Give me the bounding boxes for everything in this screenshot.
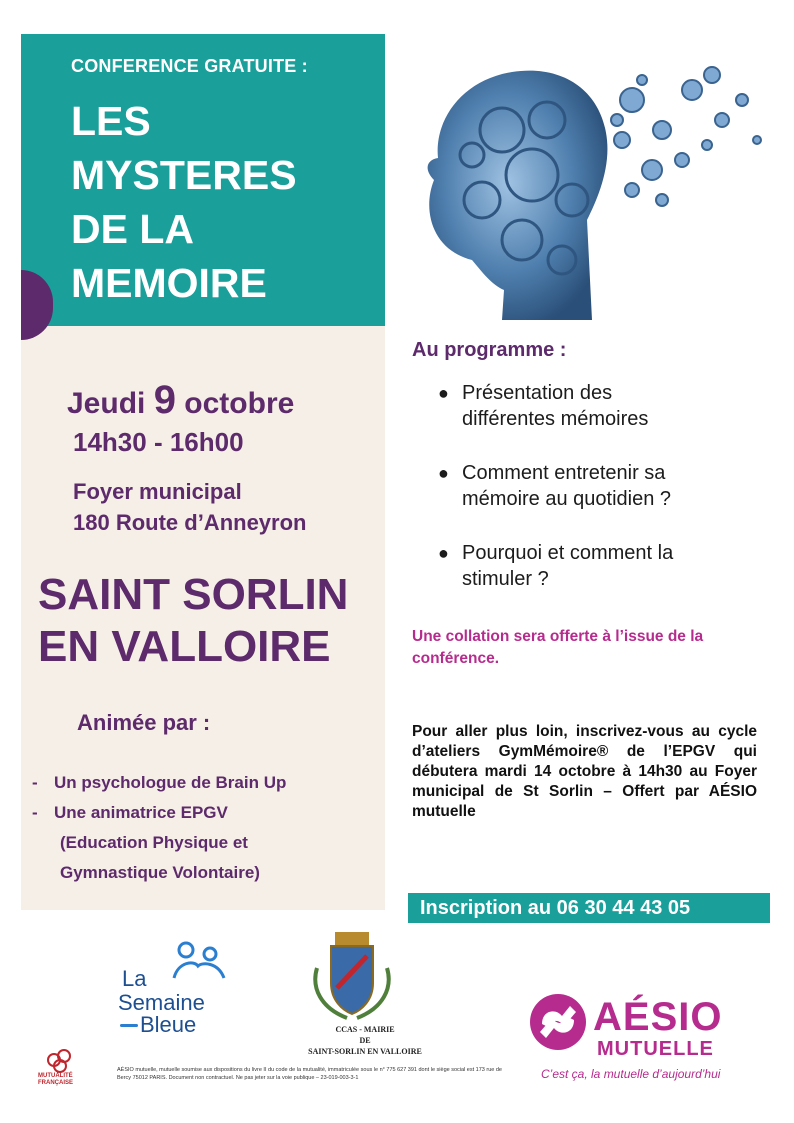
ccas-line: CCAS - MAIRIE: [335, 1025, 395, 1034]
animators-list: [32, 768, 286, 888]
aesio-tagline: C’est ça, la mutuelle d’aujourd’hui: [541, 1067, 721, 1081]
bleue-word: Bleue: [140, 1012, 197, 1037]
aesio-name: AÉSIO: [593, 995, 723, 1039]
date-day: Jeudi: [67, 387, 146, 420]
list-item: [438, 540, 768, 592]
programme-title: Au programme :: [412, 339, 567, 361]
conference-kicker: CONFERENCE GRATUITE :: [71, 56, 308, 76]
programme-list: [438, 380, 768, 620]
mutualite-line: MUTUALITÉ: [38, 1073, 73, 1079]
collation-note: Une collation sera offerte à l’issue de la conférence.: [412, 628, 704, 667]
bullet-icon: ●: [438, 463, 449, 483]
animators-title: Animée par :: [77, 710, 211, 735]
conference-title: [71, 94, 297, 310]
ccas-caption: [300, 1024, 430, 1057]
list-item: [438, 460, 768, 512]
aesio-subtitle: MUTUELLE: [597, 1038, 714, 1060]
mutualite-text: [38, 1073, 98, 1087]
animator-detail: (Education Physique et: [60, 833, 248, 852]
ccas-line: SAINT-SORLIN EN VALLOIRE: [308, 1047, 422, 1056]
animator-label: Un psychologue de Brain Up: [54, 773, 287, 792]
gear-head-illustration: [412, 60, 772, 320]
event-place-line1: Foyer municipal: [73, 479, 242, 504]
list-item: [438, 380, 768, 432]
mutualite-line: FRANÇAISE: [38, 1080, 74, 1086]
programme-item-line: mémoire au quotidien ?: [462, 488, 672, 510]
event-date: [67, 378, 294, 423]
animator-label: Une animatrice EPGV: [54, 803, 228, 822]
title-line: MYSTERES: [71, 152, 297, 198]
semaine-word: Semaine: [118, 990, 205, 1015]
list-item: - Une animatrice EPGV: [32, 798, 286, 828]
event-city-line1: SAINT SORLIN: [38, 570, 349, 619]
programme-item-line: Présentation des: [462, 382, 613, 404]
programme-item-line: Comment entretenir sa: [462, 462, 666, 484]
title-line: MEMOIRE: [71, 260, 267, 306]
programme-item-line: stimuler ?: [462, 568, 549, 590]
event-place-line2: 180 Route d’Anneyron: [73, 510, 307, 535]
date-number: 9: [153, 378, 176, 422]
animator-detail: Gymnastique Volontaire): [60, 863, 260, 882]
semaine-la: La: [122, 966, 147, 991]
semaine-bleue-logo: [118, 940, 238, 1040]
bullet-icon: ●: [438, 383, 449, 403]
title-banner: [21, 34, 385, 326]
aesio-logo-icon: [528, 990, 588, 1054]
bullet-icon: ●: [438, 543, 449, 563]
legal-notice: AÉSIO mutuelle, mutuelle soumise aux dispositions du livre II du code de la mutualité, immatriculée sous le n° 775 627 391 dont le siège social est 173 rue de Bercy 75012 PARIS. Document non contractuel. Ne pas jeter sur la voie publique – 23-019-003-3-1: [117, 1067, 502, 1081]
programme-item-line: Pourquoi et comment la: [462, 542, 674, 564]
title-line: LES: [71, 98, 151, 144]
event-time: 14h30 - 16h00: [73, 427, 244, 457]
municipal-crest-icon: [307, 928, 397, 1023]
list-item: - Un psychologue de Brain Up: [32, 768, 286, 798]
event-city-line2: EN VALLOIRE: [38, 622, 331, 671]
date-month: octobre: [184, 387, 295, 420]
title-line: DE LA: [71, 206, 194, 252]
ccas-line: DE: [359, 1036, 371, 1045]
programme-item-line: différentes mémoires: [462, 408, 649, 430]
workshop-note: Pour aller plus loin, inscrivez-vous au cycle d’ateliers GymMémoire® de l’EPGV qui débutera mardi 14 octobre à 14h30 au Foyer municipal de St Sorlin – Offert par AÉSIO mutuelle: [412, 723, 757, 820]
underline-mark: [120, 1024, 138, 1027]
people-icon: [166, 940, 236, 980]
inscription-banner: Inscription au 06 30 44 43 05: [408, 893, 770, 923]
